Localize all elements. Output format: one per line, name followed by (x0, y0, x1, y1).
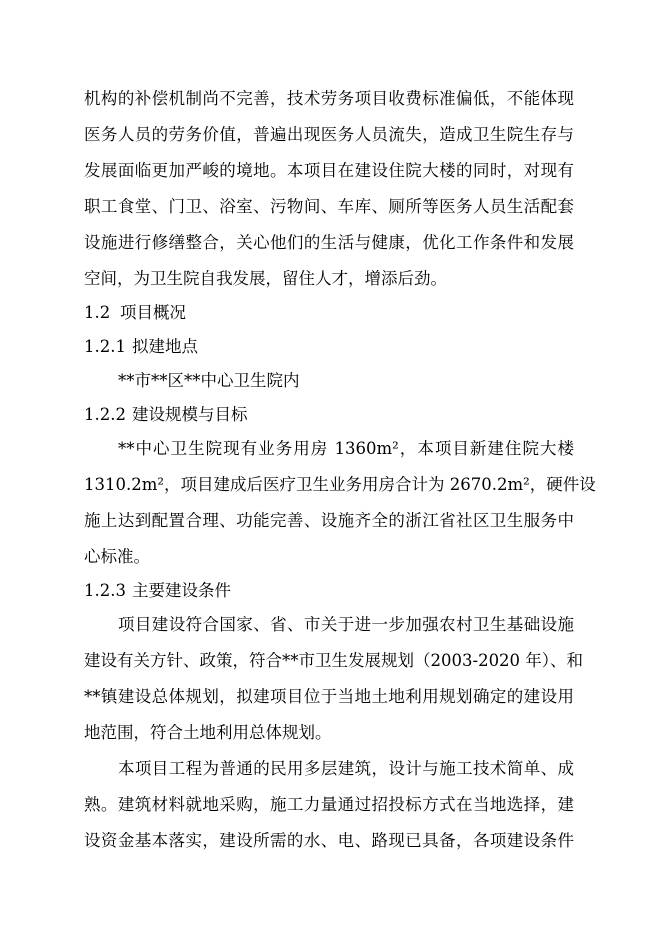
section-heading-1-2 (84, 303, 186, 323)
scale-line-4: 心标准。 (84, 547, 150, 566)
section-heading-1-2-3 (84, 581, 231, 601)
section-title: 建设规模与目标 (132, 405, 248, 424)
intro-line-4: 职工食堂、门卫、浴室、污物间、车库、厕所等医务人员生活配套 (84, 197, 574, 216)
section-number: 1.2.2 (84, 405, 126, 424)
section-title: 项目概况 (120, 303, 186, 322)
conditions-1-line-1: 项目建设符合国家、省、市关于进一步加强农村卫生基础设施 (118, 615, 574, 634)
conditions-2-line-2: 熟。建筑材料就地采购，施工力量通过招投标方式在当地选择，建 (84, 795, 574, 814)
conditions-2-line-1: 本项目工程为普通的民用多层建筑，设计与施工技术简单、成 (118, 759, 574, 778)
conditions-1-line-2: 建设有关方针、政策，符合**市卫生发展规划（2003-2020 年）、和 (84, 651, 584, 670)
intro-line-3: 发展面临更加严峻的境地。本项目在建设住院大楼的同时，对现有 (84, 161, 574, 180)
section-heading-1-2-1 (84, 337, 198, 357)
section-number: 1.2.3 (84, 581, 126, 600)
section-heading-1-2-2 (84, 405, 248, 425)
conditions-1-line-3: **镇建设总体规划，拟建项目位于当地土地利用规划确定的建设用 (84, 687, 574, 706)
intro-line-6: 空间，为卫生院自我发展，留住人才，增添后劲。 (84, 269, 447, 288)
section-title: 主要建设条件 (132, 581, 231, 600)
section-number: 1.2.1 (84, 337, 126, 356)
conditions-1-line-4: 地范围，符合土地利用总体规划。 (84, 723, 332, 742)
intro-line-5: 设施进行修缮整合，关心他们的生活与健康，优化工作条件和发展 (84, 233, 574, 252)
scale-line-3: 施上达到配置合理、功能完善、设施齐全的浙江省社区卫生服务中 (84, 511, 574, 530)
section-number: 1.2 (84, 303, 111, 322)
scale-line-2: 1310.2m²，项目建成后医疗卫生业务用房合计为 2670.2m²，硬件设 (84, 475, 596, 494)
intro-line-2: 医务人员的劳务价值，普遍出现医务人员流失，造成卫生院生存与 (84, 125, 574, 144)
conditions-2-line-3: 设资金基本落实，建设所需的水、电、路现已具备，各项建设条件 (84, 831, 574, 850)
location-line: **市**区**中心卫生院内 (118, 371, 300, 390)
intro-line-1: 机构的补偿机制尚不完善，技术劳务项目收费标准偏低，不能体现 (84, 89, 574, 108)
section-title: 拟建地点 (132, 337, 198, 356)
scale-line-1: **中心卫生院现有业务用房 1360m²，本项目新建住院大楼 (118, 439, 574, 458)
